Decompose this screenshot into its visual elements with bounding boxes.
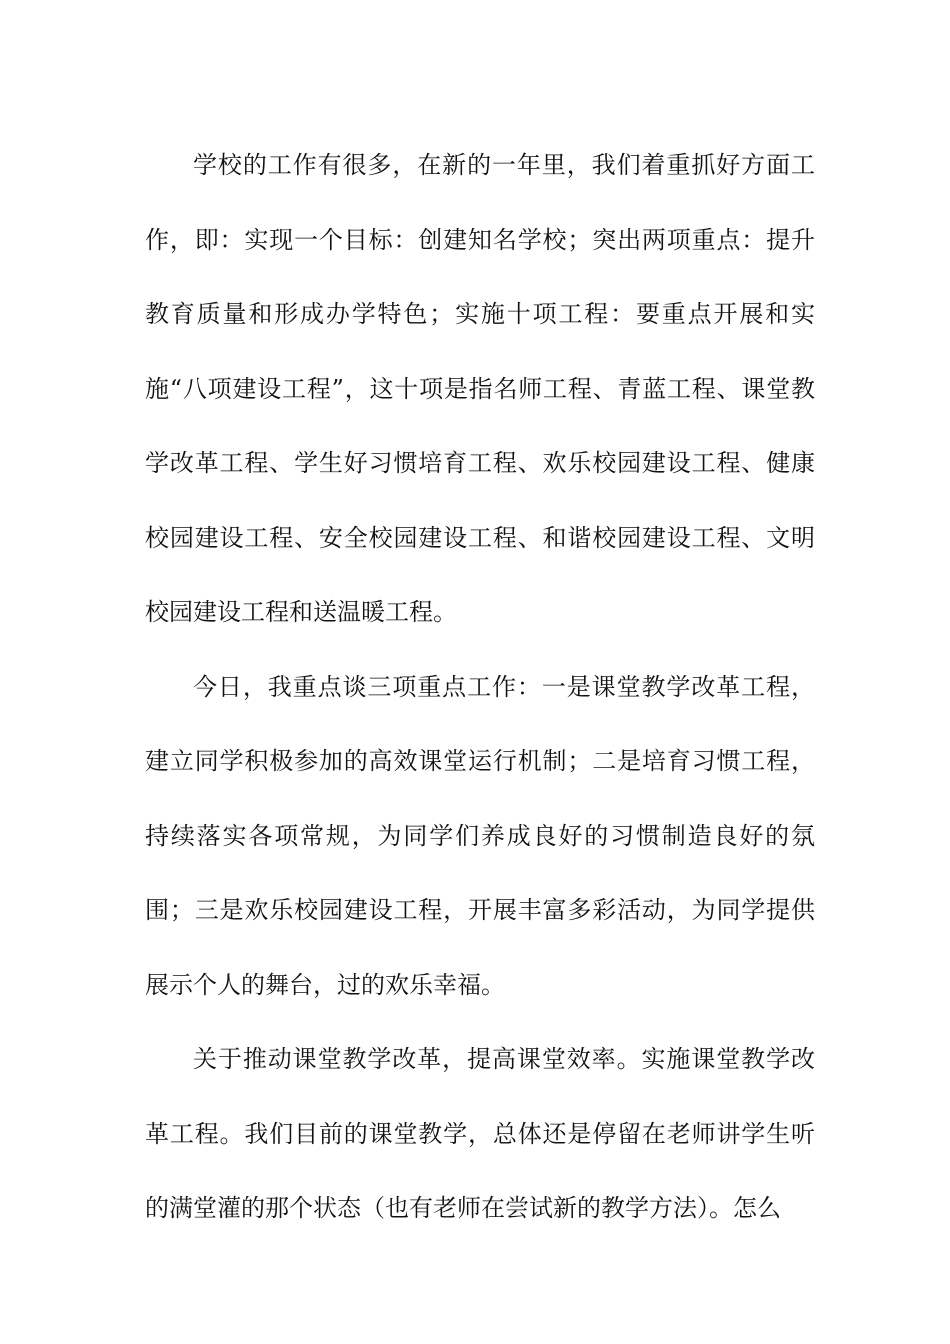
paragraph-2: 今日，我重点谈三项重点工作：一是课堂教学改革工程，建立同学积极参加的高效课堂运行机制；二是培育习惯工程，持续落实各项常规，为同学们养成良好的习惯制造良好的氛围；三是欢乐校园建设工程，开展丰富多彩活动，为同学提供展示个人的舞台，过的欢乐幸福。 [145, 672, 815, 999]
paragraph-1: 学校的工作有很多，在新的一年里，我们着重抓好方面工作，即：实现一个目标：创建知名学校；突出两项重点：提升教育质量和形成办学特色；实施十项工程：要重点开展和实施“八项建设工程”，这十项是指名师工程、青蓝工程、课堂教学改革工程、学生好习惯培育工程、欢乐校园建设工程、健康校园建设工程、安全校园建设工程、和谐校园建设工程、文明校园建设工程和送温暖工程。 [145, 151, 815, 626]
paragraph-3: 关于推动课堂教学改革，提高课堂效率。实施课堂教学改革工程。我们目前的课堂教学，总体还是停留在老师讲学生听的满堂灌的那个状态（也有老师在尝试新的教学方法）。怎么 [145, 1045, 815, 1222]
document-page [145, 128, 815, 1246]
